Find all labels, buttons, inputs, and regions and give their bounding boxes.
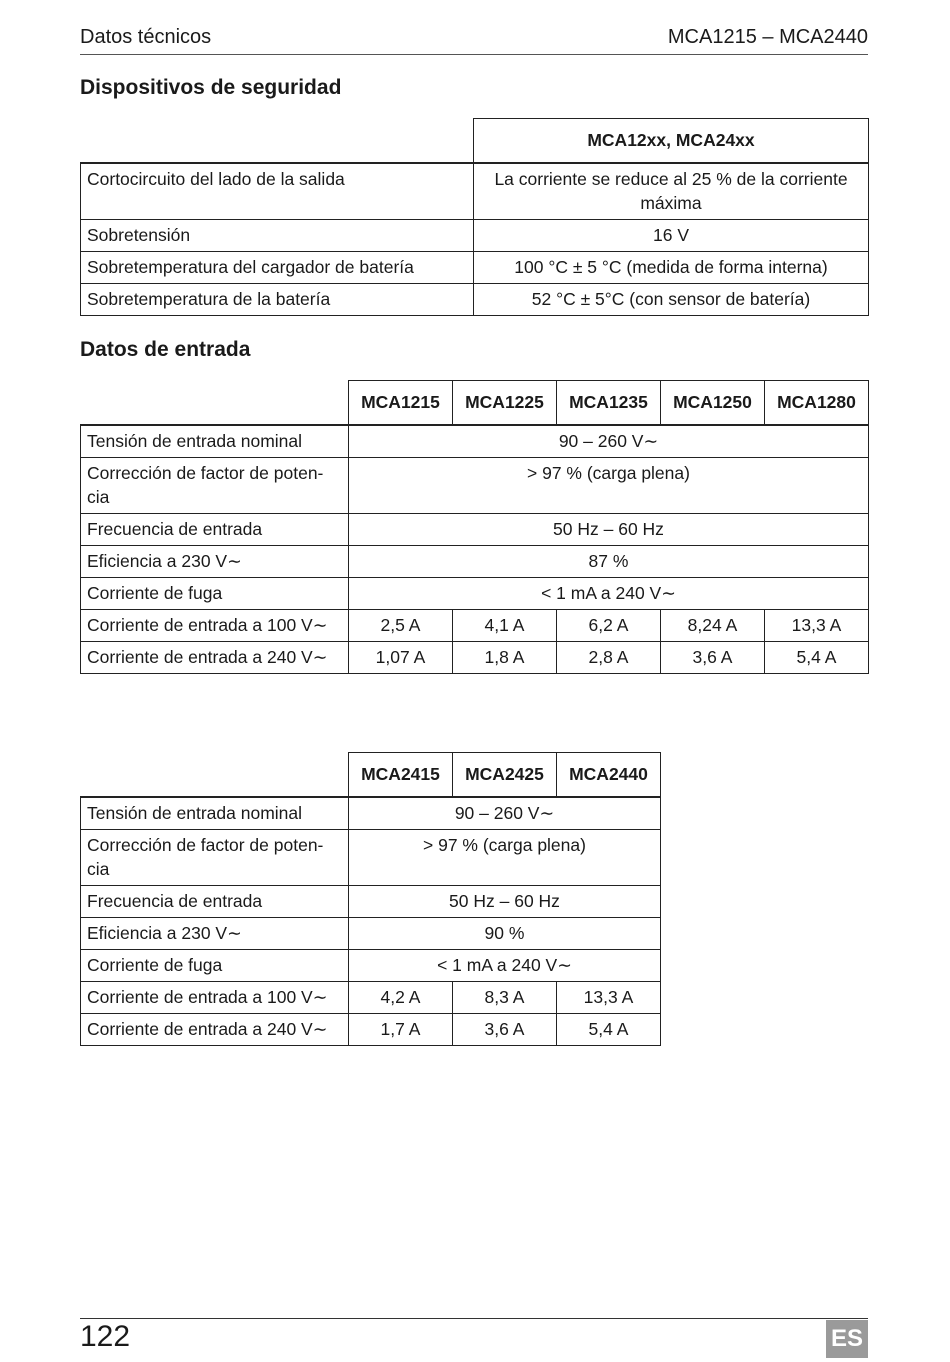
row-label: Eficiencia a 230 V∼ bbox=[81, 545, 349, 577]
row-label: Corriente de entrada a 240 V∼ bbox=[81, 1013, 349, 1045]
page-header bbox=[80, 24, 868, 55]
row-value: 6,2 A bbox=[557, 609, 661, 641]
row-value: 52 °C ± 5°C (con sensor de batería) bbox=[474, 284, 869, 316]
row-label: Tensión de entrada nominal bbox=[81, 797, 349, 830]
input-table-corner bbox=[81, 753, 349, 797]
row-value: 2,8 A bbox=[557, 641, 661, 673]
column-header-model: MCA2440 bbox=[557, 753, 661, 797]
row-value: 87 % bbox=[349, 545, 869, 577]
table-row bbox=[81, 981, 661, 1013]
row-value: > 97 % (carga plena) bbox=[349, 829, 661, 885]
section-title-safety: Dispositivos de seguridad bbox=[80, 76, 342, 99]
row-label: Corriente de fuga bbox=[81, 949, 349, 981]
row-label: Corriente de fuga bbox=[81, 577, 349, 609]
row-value: 100 °C ± 5 °C (medida de forma interna) bbox=[474, 252, 869, 284]
row-value: < 1 mA a 240 V∼ bbox=[349, 949, 661, 981]
row-value: 5,4 A bbox=[765, 641, 869, 673]
row-label: Sobretemperatura de la batería bbox=[81, 284, 474, 316]
row-value: 1,7 A bbox=[349, 1013, 453, 1045]
column-header-model: MCA1235 bbox=[557, 381, 661, 425]
row-value: 3,6 A bbox=[661, 641, 765, 673]
row-value: 2,5 A bbox=[349, 609, 453, 641]
row-value: < 1 mA a 240 V∼ bbox=[349, 577, 869, 609]
row-value: 13,3 A bbox=[557, 981, 661, 1013]
table-row bbox=[81, 917, 661, 949]
row-label: Cortocircuito del lado de la salida bbox=[81, 163, 474, 220]
row-label: Frecuencia de entrada bbox=[81, 885, 349, 917]
row-value: 13,3 A bbox=[765, 609, 869, 641]
input-data-table-mca12 bbox=[80, 380, 869, 674]
row-label: Sobretensión bbox=[81, 220, 474, 252]
header-model-range: MCA1215 – MCA2440 bbox=[667, 26, 868, 48]
table-row bbox=[81, 220, 869, 252]
table-row bbox=[81, 609, 869, 641]
row-value: 4,2 A bbox=[349, 981, 453, 1013]
row-value: 4,1 A bbox=[453, 609, 557, 641]
table-row bbox=[81, 163, 869, 220]
column-header-model: MCA1215 bbox=[349, 381, 453, 425]
row-value: 90 – 260 V∼ bbox=[349, 797, 661, 830]
footer-divider bbox=[80, 1318, 868, 1319]
table-row bbox=[81, 513, 869, 545]
row-value: La corriente se reduce al 25 % de la corriente máxima bbox=[474, 163, 869, 220]
row-label: Tensión de entrada nominal bbox=[81, 425, 349, 458]
table-row bbox=[81, 284, 869, 316]
column-header-model: MCA2415 bbox=[349, 753, 453, 797]
header-section-title: Datos técnicos bbox=[80, 26, 212, 48]
table-row bbox=[81, 829, 661, 885]
row-label: Sobretemperatura del cargador de batería bbox=[81, 252, 474, 284]
table-row bbox=[81, 252, 869, 284]
safety-table-corner bbox=[81, 119, 474, 164]
section-title-input-data: Datos de entrada bbox=[80, 338, 251, 361]
table-row bbox=[81, 425, 869, 458]
row-label: Corriente de entrada a 100 V∼ bbox=[81, 609, 349, 641]
table-row bbox=[81, 457, 869, 513]
row-value: 16 V bbox=[474, 220, 869, 252]
column-header-model: MCA2425 bbox=[453, 753, 557, 797]
table-row bbox=[81, 545, 869, 577]
table-row bbox=[81, 641, 869, 673]
row-label: Corriente de entrada a 100 V∼ bbox=[81, 981, 349, 1013]
page-number: 122 bbox=[80, 1320, 131, 1353]
row-value: 90 % bbox=[349, 917, 661, 949]
row-label: Corriente de entrada a 240 V∼ bbox=[81, 641, 349, 673]
row-label: Corrección de factor de poten-cia bbox=[81, 829, 349, 885]
column-header-model: MCA1280 bbox=[765, 381, 869, 425]
safety-table-column-header: MCA12xx, MCA24xx bbox=[474, 119, 869, 164]
row-value: 3,6 A bbox=[453, 1013, 557, 1045]
row-value: 5,4 A bbox=[557, 1013, 661, 1045]
row-value: 50 Hz – 60 Hz bbox=[349, 513, 869, 545]
table-row bbox=[81, 885, 661, 917]
row-value: > 97 % (carga plena) bbox=[349, 457, 869, 513]
table-row bbox=[81, 577, 869, 609]
table-row bbox=[81, 949, 661, 981]
column-header-model: MCA1250 bbox=[661, 381, 765, 425]
table-row bbox=[81, 797, 661, 830]
row-label: Corrección de factor de poten-cia bbox=[81, 457, 349, 513]
row-label: Eficiencia a 230 V∼ bbox=[81, 917, 349, 949]
row-value: 50 Hz – 60 Hz bbox=[349, 885, 661, 917]
input-data-table-mca24 bbox=[80, 752, 661, 1046]
row-value: 1,8 A bbox=[453, 641, 557, 673]
safety-table bbox=[80, 118, 869, 316]
row-value: 8,24 A bbox=[661, 609, 765, 641]
table-row bbox=[81, 1013, 661, 1045]
row-value: 90 – 260 V∼ bbox=[349, 425, 869, 458]
row-value: 8,3 A bbox=[453, 981, 557, 1013]
column-header-model: MCA1225 bbox=[453, 381, 557, 425]
input-table-corner bbox=[81, 381, 349, 425]
row-label: Frecuencia de entrada bbox=[81, 513, 349, 545]
language-badge: ES bbox=[826, 1320, 868, 1358]
row-value: 1,07 A bbox=[349, 641, 453, 673]
